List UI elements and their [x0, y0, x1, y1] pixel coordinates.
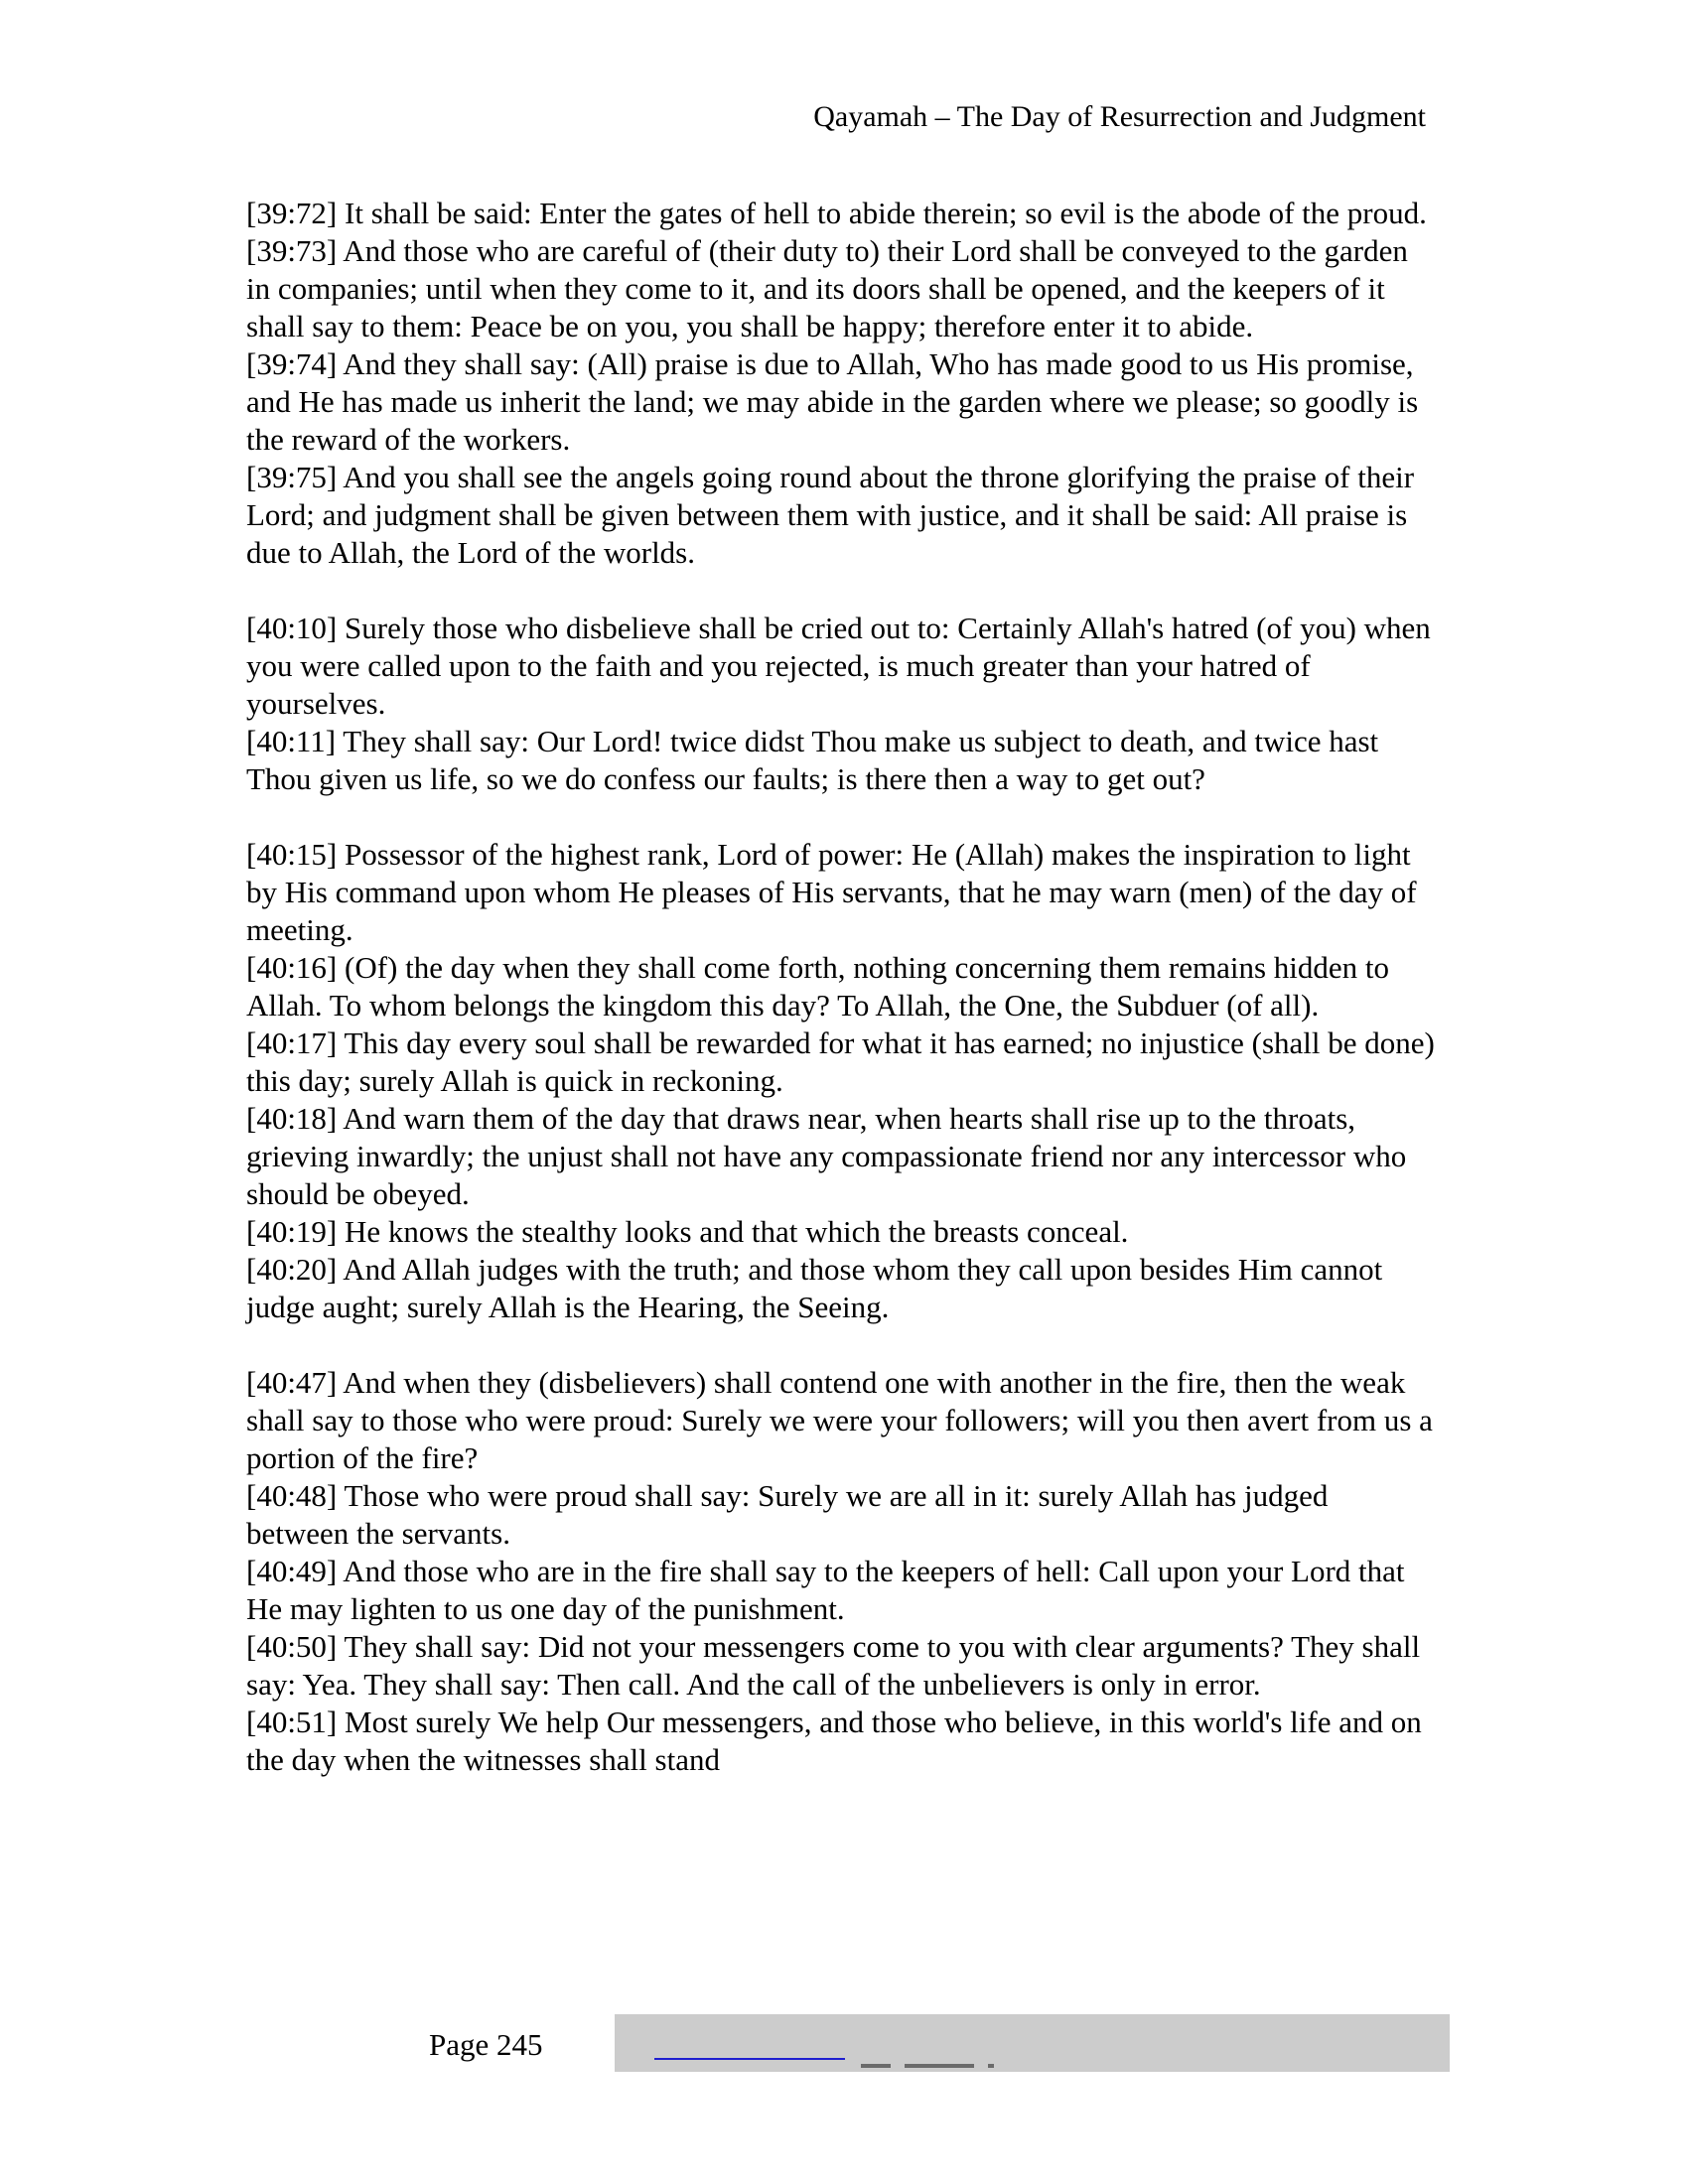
verse-40-47: [40:47] And when they (disbelievers) shall contend one with another in the fire, then the weak shall say to those who were proud: Surely we were your followers; will you then avert from us a portion of the fire?	[246, 1365, 1433, 1475]
verse-40-18: [40:18] And warn them of the day that draws near, when hearts shall rise up to the throats, grieving inwardly; the unjust shall not have any compassionate friend nor any intercessor who should be obeyed.	[246, 1101, 1407, 1211]
footer-link-bar	[615, 2014, 1450, 2072]
verse-40-49: [40:49] And those who are in the fire shall say to the keepers of hell: Call upon your Lord that He may lighten to us one day of the punishment.	[246, 1554, 1405, 1626]
verse-40-20: [40:20] And Allah judges with the truth; and those whom they call upon besides Him cannot judge aught; surely Allah is the Hearing, the Seeing.	[246, 1252, 1383, 1324]
verse-40-11: [40:11] They shall say: Our Lord! twice didst Thou make us subject to death, and twice hast Thou given us life, so we do confess our faults; is there then a way to get out?	[246, 724, 1379, 796]
verse-40-17: [40:17] This day every soul shall be rewarded for what it has earned; no injustice (shall be done) this day; surely Allah is quick in reckoning.	[246, 1025, 1435, 1098]
verse-group-40-10-11	[246, 610, 1438, 798]
verse-39-73: [39:73] And those who are careful of (their duty to) their Lord shall be conveyed to the garden in companies; until when they come to it, and its doors shall be opened, and the keepers of it shall say to them: Peace be on you, you shall be happy; therefore enter it to abide.	[246, 233, 1408, 343]
verse-39-72: [39:72] It shall be said: Enter the gates of hell to abide therein; so evil is the abode of the proud.	[246, 196, 1427, 230]
verse-group-40-47-51	[246, 1364, 1438, 1779]
verse-group-39-72-75	[246, 195, 1438, 572]
footer-text-fragment	[988, 2064, 994, 2068]
verse-40-15: [40:15] Possessor of the highest rank, Lord of power: He (Allah) makes the inspiration to light by His command upon whom He pleases of His servants, that he may warn (men) of the day of meeting.	[246, 837, 1417, 947]
footer-text-fragment	[905, 2064, 974, 2068]
footer-link[interactable]	[654, 2058, 845, 2060]
footer-text-fragment	[861, 2064, 891, 2068]
verse-39-75: [39:75] And you shall see the angels going round about the throne glorifying the praise of their Lord; and judgment shall be given between them with justice, and it shall be said: All praise is due to Allah, the Lord of the worlds.	[246, 460, 1415, 570]
verse-40-48: [40:48] Those who were proud shall say: Surely we are all in it: surely Allah has judged between the servants.	[246, 1478, 1329, 1551]
verse-group-40-15-20	[246, 836, 1438, 1326]
verse-40-10: [40:10] Surely those who disbelieve shall be cried out to: Certainly Allah's hatred (of you) when you were called upon to the faith and you rejected, is much greater than your hatred of yourselves.	[246, 611, 1431, 721]
verse-40-19: [40:19] He knows the stealthy looks and that which the breasts conceal.	[246, 1214, 1129, 1249]
page-number: Page 245	[429, 2027, 543, 2062]
running-header: Qayamah – The Day of Resurrection and Judgment	[813, 100, 1426, 133]
verse-40-51: [40:51] Most surely We help Our messengers, and those who believe, in this world's life and on the day when the witnesses shall stand	[246, 1705, 1422, 1777]
verse-40-50: [40:50] They shall say: Did not your messengers come to you with clear arguments? They shall say: Yea. They shall say: Then call. And the call of the unbelievers is only in error.	[246, 1629, 1421, 1702]
verse-40-16: [40:16] (Of) the day when they shall come forth, nothing concerning them remains hidden to Allah. To whom belongs the kingdom this day? To Allah, the One, the Subduer (of all).	[246, 950, 1389, 1023]
page-body	[246, 195, 1438, 1817]
verse-39-74: [39:74] And they shall say: (All) praise is due to Allah, Who has made good to us His promise, and He has made us inherit the land; we may abide in the garden where we please; so goodly is the reward of the workers.	[246, 346, 1419, 457]
